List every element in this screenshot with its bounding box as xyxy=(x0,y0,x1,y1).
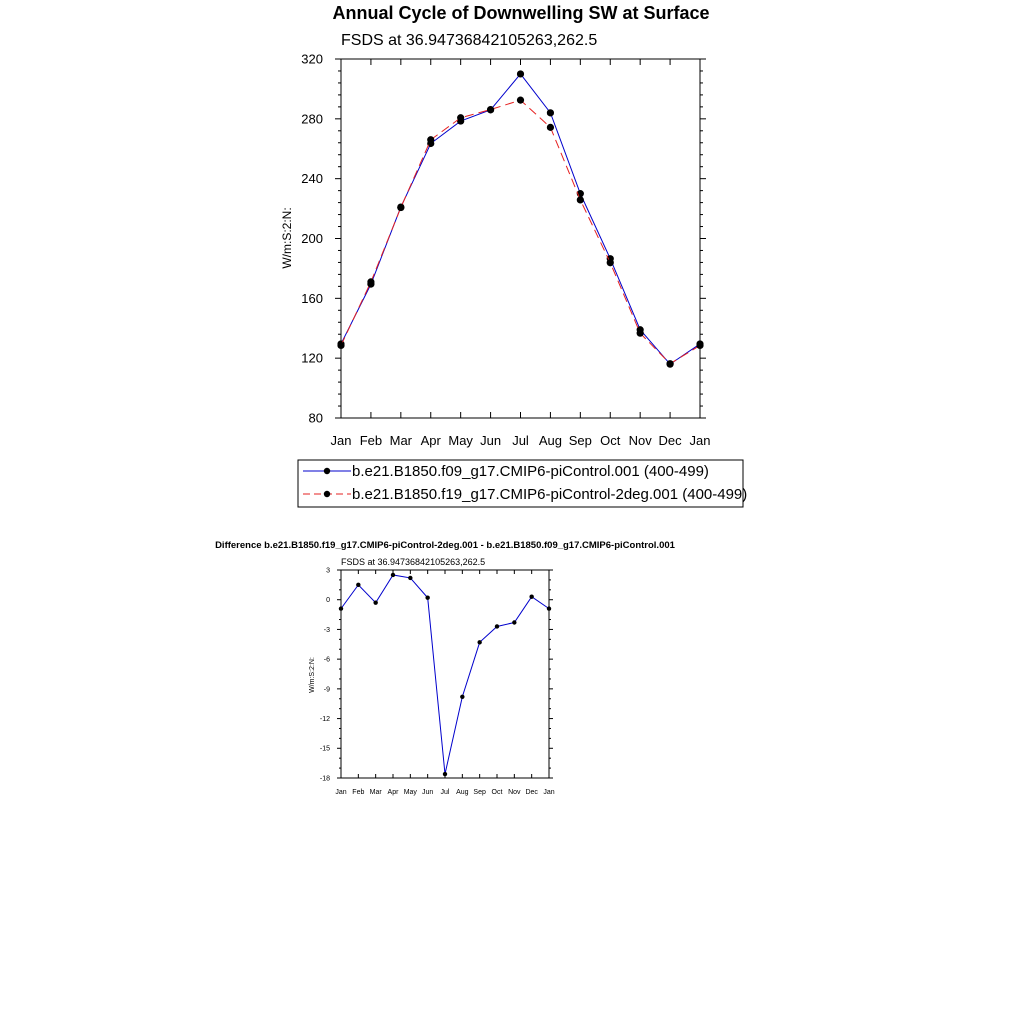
x-tick-label: Jul xyxy=(512,433,529,448)
main-chart-legend xyxy=(298,460,747,507)
x-tick-label: Sep xyxy=(568,433,592,448)
data-point xyxy=(457,114,464,121)
main-chart-title: Annual Cycle of Downwelling SW at Surface xyxy=(332,3,710,23)
difference-chart-title: Difference b.e21.B1850.f19_g17.CMIP6-piControl-2deg.001 - b.e21.B1850.f09_g17.CMIP6-piControl.001 xyxy=(215,540,675,551)
x-tick-label: Jan xyxy=(689,433,711,448)
difference-chart-y-label: W/m:S:2:N: xyxy=(309,657,316,693)
data-point xyxy=(356,583,360,587)
x-tick-label: May xyxy=(448,433,473,448)
main-chart-y-label: W/m:S:2:N: xyxy=(280,207,294,269)
x-tick-label: Jun xyxy=(422,789,434,796)
x-tick-label: Nov xyxy=(628,433,652,448)
x-tick-label: Aug xyxy=(538,433,562,448)
data-point xyxy=(397,204,404,211)
y-tick-label: -3 xyxy=(323,626,330,634)
main-chart-series xyxy=(337,70,703,367)
y-tick-label: -6 xyxy=(323,656,330,664)
difference-chart xyxy=(215,540,676,796)
legend-marker-series-2 xyxy=(324,491,330,497)
data-point xyxy=(460,695,464,699)
series-line-1 xyxy=(341,74,700,364)
data-point xyxy=(517,70,524,77)
y-tick-label: 280 xyxy=(301,111,323,127)
plot-frame xyxy=(341,570,549,778)
x-tick-label: Oct xyxy=(491,789,503,796)
y-tick-label: 240 xyxy=(301,171,323,187)
y-tick-label: 80 xyxy=(308,410,323,426)
x-tick-label: Mar xyxy=(389,433,413,448)
data-point xyxy=(487,106,494,113)
y-tick-label: -18 xyxy=(319,775,330,783)
y-tick-label: 3 xyxy=(326,567,330,575)
x-tick-label: Jan xyxy=(335,789,347,796)
data-point xyxy=(408,576,412,580)
data-point xyxy=(477,640,481,644)
y-tick-label: 0 xyxy=(326,597,330,605)
y-tick-label: 120 xyxy=(301,350,323,366)
data-point xyxy=(512,620,516,624)
series-line-2 xyxy=(341,100,700,364)
legend-marker-series-1 xyxy=(324,468,330,474)
x-tick-label: Apr xyxy=(420,433,441,448)
data-point xyxy=(666,360,673,367)
x-tick-label: Aug xyxy=(456,789,469,796)
x-tick-label: Apr xyxy=(387,789,399,796)
x-tick-label: Dec xyxy=(525,789,538,796)
y-tick-label: -15 xyxy=(319,745,330,753)
x-tick-label: Jan xyxy=(330,433,352,448)
data-point xyxy=(337,342,344,349)
data-point xyxy=(425,596,429,600)
data-point xyxy=(339,606,343,610)
y-tick-label: 200 xyxy=(301,231,323,247)
x-tick-label: Dec xyxy=(658,433,682,448)
main-chart-axes xyxy=(301,52,710,448)
main-chart xyxy=(280,3,747,507)
data-point xyxy=(607,259,614,266)
x-tick-label: Mar xyxy=(369,789,382,796)
x-tick-label: Oct xyxy=(600,433,621,448)
data-point xyxy=(427,136,434,143)
plot-frame xyxy=(341,59,700,418)
data-point xyxy=(577,196,584,203)
data-point xyxy=(367,278,374,285)
x-tick-label: Jan xyxy=(543,789,555,796)
data-point xyxy=(529,595,533,599)
difference-chart-series xyxy=(339,573,551,776)
data-point xyxy=(696,342,703,349)
data-point xyxy=(373,600,377,604)
legend-label-series-1: b.e21.B1850.f09_g17.CMIP6-piControl.001 (400-499) xyxy=(352,463,709,480)
data-point xyxy=(547,109,554,116)
x-tick-label: Sep xyxy=(473,789,486,796)
y-tick-label: 320 xyxy=(301,51,323,67)
x-tick-label: Jun xyxy=(480,433,502,448)
difference-chart-axes xyxy=(320,567,555,796)
data-point xyxy=(391,573,395,577)
y-tick-label: -9 xyxy=(323,686,330,694)
difference-chart-subtitle: FSDS at 36.94736842105263,262.5 xyxy=(341,557,486,567)
main-chart-subtitle: FSDS at 36.94736842105263,262.5 xyxy=(341,32,598,49)
x-tick-label: Jul xyxy=(440,789,450,796)
legend-label-series-2: b.e21.B1850.f19_g17.CMIP6-piControl-2deg.001 (400-499) xyxy=(352,486,748,503)
series-line-1 xyxy=(341,575,549,774)
data-point xyxy=(443,772,447,776)
data-point xyxy=(495,624,499,628)
x-tick-label: Feb xyxy=(352,789,365,796)
y-tick-label: 160 xyxy=(301,290,323,306)
data-point xyxy=(637,330,644,337)
data-point xyxy=(517,97,524,104)
x-tick-label: Nov xyxy=(508,789,521,796)
x-tick-label: May xyxy=(403,789,417,796)
data-point xyxy=(547,124,554,131)
data-point xyxy=(547,606,551,610)
y-tick-label: -12 xyxy=(319,716,330,724)
x-tick-label: Feb xyxy=(359,433,383,448)
